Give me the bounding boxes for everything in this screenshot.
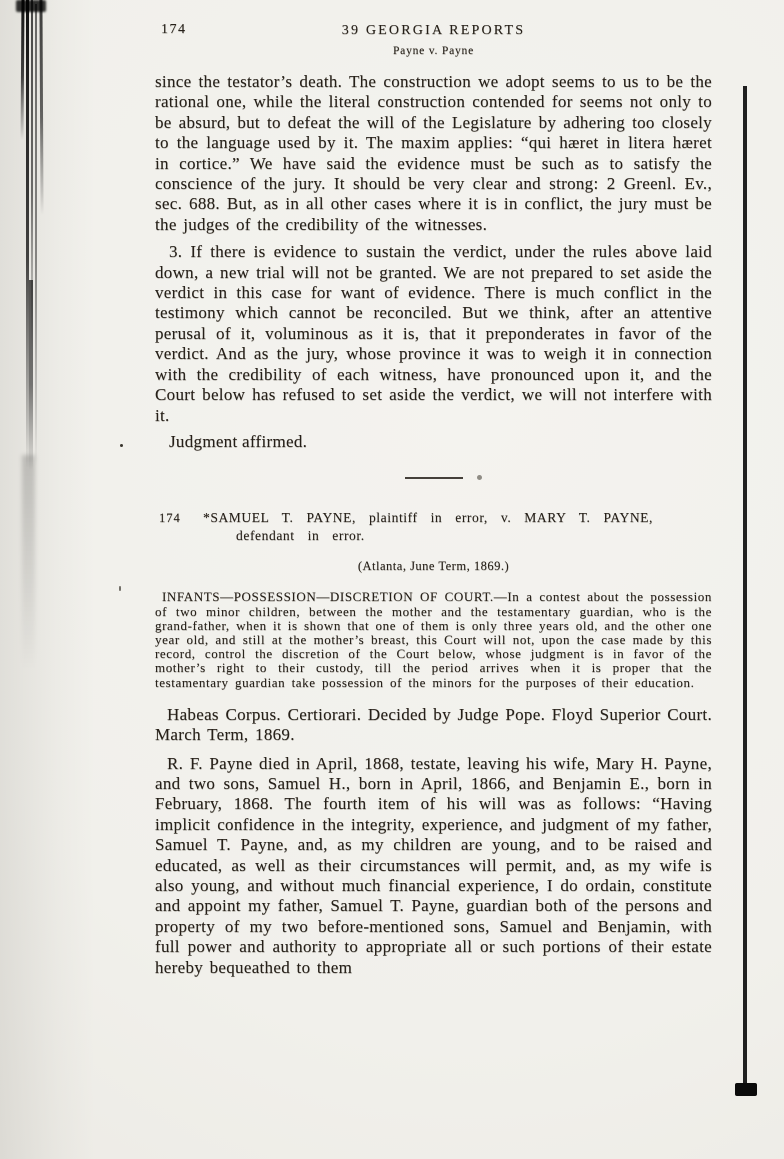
running-head: Payne v. Payne <box>392 45 475 57</box>
scan-edge-mark <box>735 1083 757 1096</box>
binding-smudge <box>22 455 35 670</box>
judgment-line: Judgment affirmed. <box>169 431 308 451</box>
scan-corner-mark <box>16 0 46 12</box>
headnote: INFANTS—POSSESSION—DISCRETION OF COURT.—In a contest about the possession of two minor children, between the mother and the testamentary guardian, who is the grand-father, when it is shown that one of them is only three years old, and the other one year old, and still at the mother’s breast, this Court will not, upon the case made by this record, control the discretion of the Court below, whose judgment is in favor of the mother’s right to their custody, till the period arrives when it is proper that the testamentary guardian take possession of the minors for the purposes of their education. <box>155 589 712 690</box>
binding-shadow <box>0 0 95 1159</box>
binding-streak <box>35 4 37 466</box>
case-margin-page-number: 174 <box>159 511 181 526</box>
scan-speck <box>119 586 121 591</box>
section-divider <box>405 477 463 479</box>
page-content <box>155 20 712 978</box>
page-number: 174 <box>161 22 187 37</box>
case-title-text: *SAMUEL T. PAYNE, plaintiff in error, v. MARY T. PAYNE, defendant in error. <box>203 510 653 543</box>
statement-paragraph: R. F. Payne died in April, 1868, testate, leaving his wife, Mary H. Payne, and two sons, Samuel H., born in April, 1866, and Benjamin E., born in February, 1868. The fourth item of his will was as follows: “Having implicit confidence in the integrity, experience, and judgment of my father, Samuel T. Payne, and, as my children are young, and to be raised and educated, as well as their circumstances will permit, and, as my wife is also young, and without much financial experience, I do ordain, constitute and appoint my father, Samuel T. Payne, guardian both of the persons and property of my two before-mentioned sons, Samuel and Benjamin, with full power and authority to appropriate all or such portions of their estate hereby bequeathed to them <box>155 753 712 977</box>
procedural-line: Habeas Corpus. Certiorari. Decided by Judge Pope. Floyd Superior Court. March Term, 1869. <box>155 704 712 745</box>
term-line: (Atlanta, June Term, 1869.) <box>357 559 510 574</box>
scan-speck <box>120 444 123 447</box>
page-header <box>155 20 712 42</box>
opinion-continuation-paragraph: since the testator’s death. The construction we adopt seems to us to be the rational one, while the literal construction contended for seems not only to be absurd, but to defeat the will of the Legislature by adhering too closely to the language used by it. The maxim applies: “qui hæret in litera hæret in cortice.” We have said the evidence must be such as to satisfy the conscience of the jury. It should be very clear and strong: 2 Greenl. Ev., sec. 688. But, as in all other cases where it is in conflict, the jury must be the judges of the credibility of the witnesses. <box>155 72 712 234</box>
scan-edge-line <box>743 86 747 1086</box>
case-title-block <box>159 509 687 544</box>
binding-streak <box>29 280 33 470</box>
opinion-paragraph-3: 3. If there is evidence to sustain the verdict, under the rules above laid down, a new trial will not be granted. We are not prepared to set aside the verdict in this case for want of evidence. There is much conflict in the testimony which cannot be reconciled. But we think, after an attentive perusal of it, voluminous as it is, that it preponderates in favor of the verdict. And as the jury, whose province it was to weigh it in connection with the credibility of each witness, have pronounced upon it, and the Court below has refused to set aside the verdict, we will not interfere with it. <box>155 242 712 425</box>
report-title: 39 GEORGIA REPORTS <box>341 23 526 38</box>
